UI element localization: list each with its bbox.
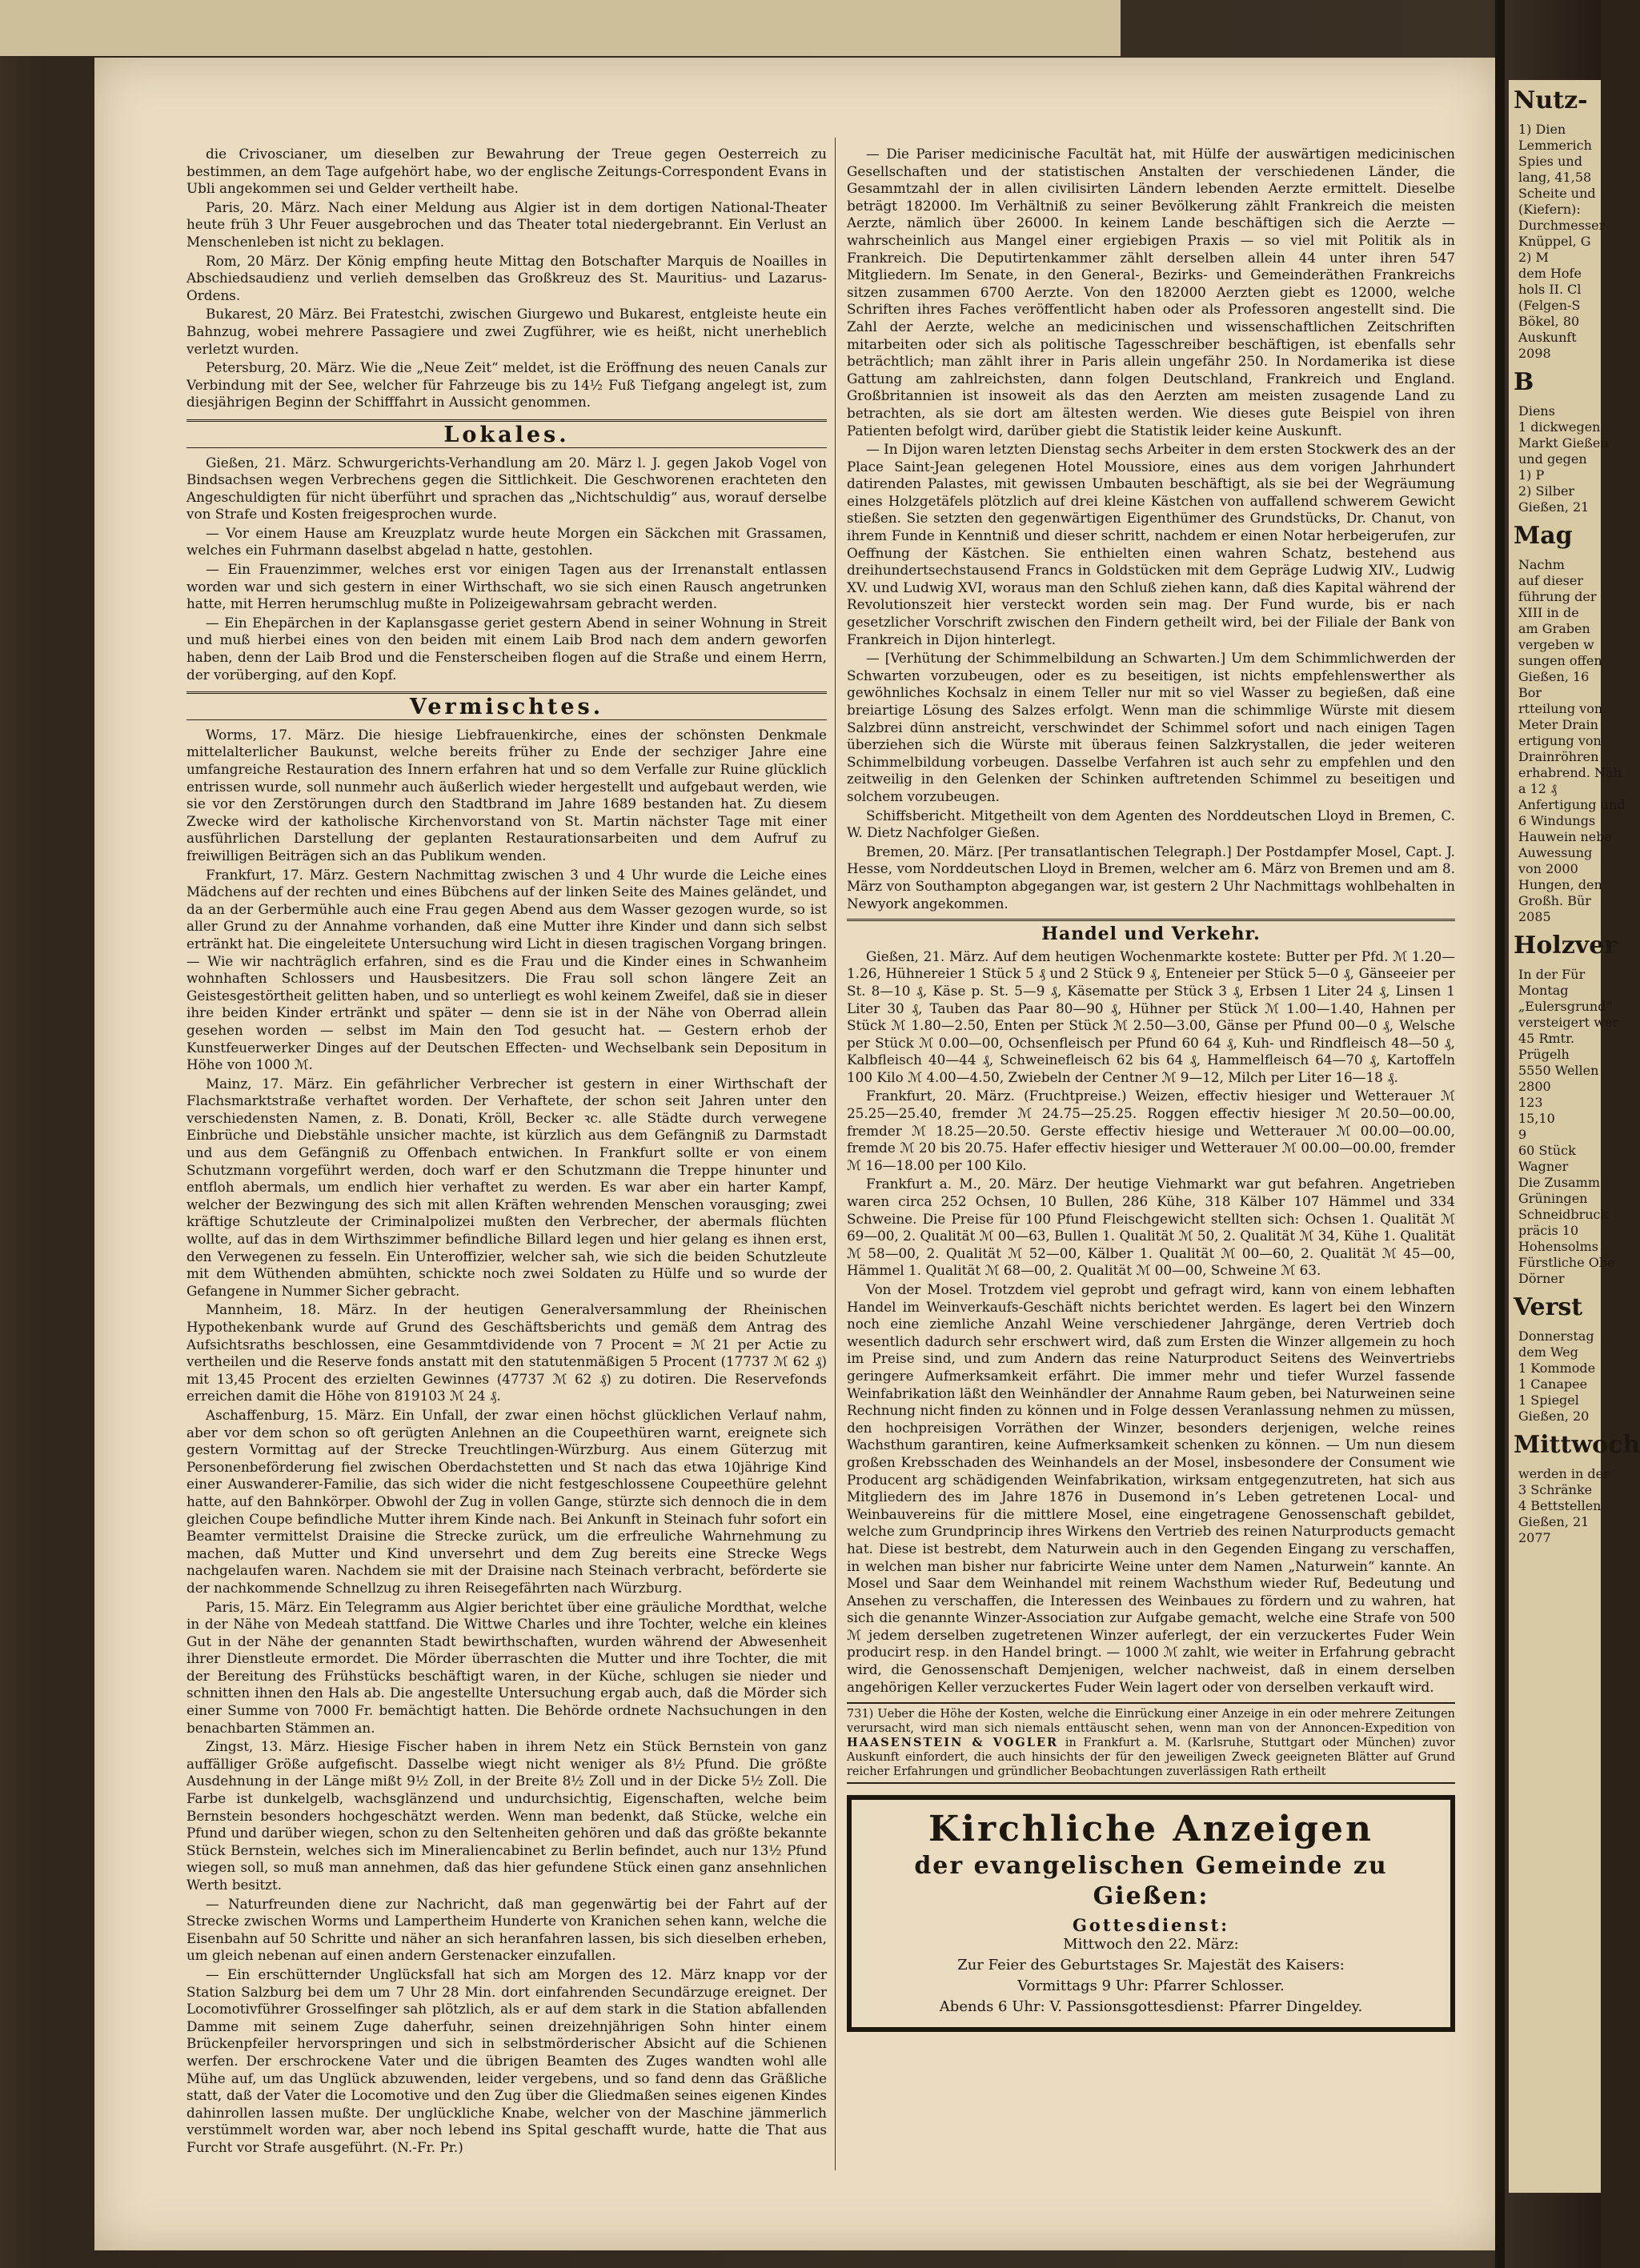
fragment-line: präcis 10 (1518, 1223, 1579, 1238)
article-paragraph: Paris, 15. März. Ein Telegramm aus Algier berichtet über eine gräuliche Mordthat, welche in der Nähe von Medeah stattfand. Die Wittwe Charles und ihre Tochter, welche ein kleines Gut in der Nähe der genannten Stadt bewirthschaften, wurden während der Abwesenheit ihrer Dienstleute ermordet. Die Mörder überraschten die Mutter und ihre Tochter, die mit der Bereitung des Frühstücks beschäftigt waren, in der Küche, schlugen sie nieder und schnitten ihnen den Hals ab. Die angestellte Untersuchung ergab auch, daß die Mörder sich einer Summe von 7000 Fr. bemächtigt hatten. Die Behörde ordnete Nachsuchungen in den benachbarten Stämmen an. (186, 1598, 827, 1736)
fragment-heading: B (1514, 368, 1534, 396)
article-paragraph: Frankfurt, 17. März. Gestern Nachmittag zwischen 3 und 4 Uhr wurde die Leiche eines Mädchens auf der rechten und eines Bübchens auf der linken Seite des Maines geländet, und da an der Gerbermühle auch eine Frau gegen Abend aus dem Wasser gezogen wurde, so ist aller Grund zu der Annahme vorhanden, daß eine Mutter ihre Kinder und dann sich selbst ertränkt hat. Die eingeleitete Untersuchung wird Licht in diesen tragischen Vorgang bringen. — Wie wir nachträglich erfahren, sind es die Frau und die Kinder eines in Schwanheim wohnhaften Schlossers und Hausbesitzers. Die Frau soll schon längere Zeit an Geistesgestörtheit gelitten haben, und so unterliegt es wohl keinem Zweifel, daß sie in dieser ihre beiden Kinder ertränkt und später — denn sie ist in der Nähe von Oberrad allein gesehen worden — selbst im Main den Tod gesucht hat. — Gestern erhob der Kunstfeuerwerker Dinges auf der Deutschen Effecten- und Wechselbank sein Depositum in Höhe von 1000 ℳ. (186, 866, 827, 1073)
article-paragraph: — Ein erschütternder Unglücksfall hat sich am Morgen des 12. März knapp vor der Station Salzburg bei dem um 7 Uhr 28 Min. dort einfahrenden Secundärzuge ereignet. Der Locomotivführer Grosselfinger sah plötzlich, als er auf dem stark in die Station abfallenden Damme mit seinem Zuge daherfuhr, seinen dreizehnjährigen Sohn hinter einem Brückenpfeiler hervorspringen und sich in selbstmörderischer Absicht auf die Schienen werfen. Der erschrockene Vater und die übrigen Beamten des Zuges wandten wohl alle Mühe auf, um das Unglück abzuwenden, leider vergebens, und so fand denn das Gräßliche statt, daß der Vater die Locomotive und den Zug über die Gliedmaßen seines eigenen Kindes dahinrollen lassen mußte. Der unglückliche Knabe, welcher von der Maschine jämmerlich verstümmelt worden war, aber noch lebend ins Spital geschafft wurde, hatte die That aus Furcht vor Strafe ausgeführt. (N.-Fr. Pr.) (186, 1965, 827, 2155)
article-paragraph: Aschaffenburg, 15. März. Ein Unfall, der zwar einen höchst glücklichen Verlauf nahm, aber vor dem schon so oft gerügten Anlehnen an die Coupeethüren warnt, ereignete sich gestern Vormittag auf der Strecke Treuchtlingen-Würzburg. Aus einem Güterzug mit Personenbeförderung fiel zwischen Oberdachstetten und St nach das etwa 10jährige Kind einer Auswanderer-Familie, das sich wider die nicht festgeschlossene Coupeethüre gelehnt hatte, auf den Bahnkörper. Obwohl der Zug in vollen Gange, stürzte sich dennoch die in dem gleichen Coupe befindliche Mutter ihrem Kinde nach. Bei Ankunft in Steinach fuhr sofort ein Beamter vermittelst Draisine die Strecke zurück, um die erfreuliche Wahrnehmung zu machen, daß Mutter und Kind unversehrt und dem Zug bereits eine Strecke Wegs nachgelaufen waren. Nachdem sie mit der Draisine nach Steinach verbracht, beförderte sie der nachkommende Schnellzug zu ihren Reisegefährten nach Würzburg. (186, 1406, 827, 1596)
church-announcements-title: Kirchliche Anzeigen (928, 1809, 1374, 1850)
fragment-line: Fürstliche Obe (1518, 1255, 1615, 1270)
fragment-line: Gießen, 21 (1518, 499, 1590, 515)
newspaper-page (94, 58, 1497, 2250)
article-paragraph: Schiffsbericht. Mitgetheilt von dem Agenten des Norddeutschen Lloyd in Bremen, C. W. Dietz Nachfolger Gießen. (847, 807, 1455, 841)
article-paragraph: Mannheim, 18. März. In der heutigen Generalversammlung der Rheinischen Hypothekenbank wurde auf Grund des Geschäftsberichts und gemäß dem Antrag des Aufsichtsraths beschlossen, eine Gesammtdividende von 7 Procent = ℳ 21 per Actie zu vertheilen und die Reserve fonds anstatt mit den statutenmäßigen 5 Procent (17737 ℳ 62 ₰) mit 13,45 Procent des erzielten Gewinnes (47737 ℳ 62 ₰) zu dotiren. Die Reservefonds erreichen damit die Höhe von 819103 ℳ 24 ₰. (186, 1301, 827, 1404)
fragment-line: 1) Dien (1518, 122, 1566, 137)
fragment-line: Anfertigung und (1518, 797, 1626, 812)
fragment-line: Montag (1518, 983, 1569, 998)
fragment-line: „Eulersgrund“ (1518, 999, 1613, 1014)
fragment-line: Drainröhren (1518, 749, 1599, 764)
fragment-line: (Felgen-S (1518, 298, 1581, 313)
fragment-line: Gießen, 21 (1518, 1514, 1590, 1529)
fragment-line: Grüningen (1518, 1191, 1588, 1206)
service-occasion: Zur Feier des Geburtstages Sr. Majestät des Kaisers: (957, 1956, 1345, 1973)
fragment-line: 2) M (1518, 250, 1549, 265)
article-paragraph: die Crivoscianer, um dieselben zur Bewahrung der Treue gegen Oesterreich zu bestimmen, an dem Tage aufgehört habe, wo der englische Zeitungs-Correspondent Evans in Ubli angekommen sei und Gelder vertheilt habe. (186, 146, 827, 197)
fragment-line: Großh. Bür (1518, 893, 1591, 908)
fragment-line: 6 Windungs (1518, 813, 1596, 828)
fragment-line: 4 Bettstellen (1518, 1498, 1602, 1513)
fragment-line: Knüppel, G (1518, 234, 1591, 249)
fragment-line: 3 Schränke (1518, 1482, 1593, 1497)
fragment-line: 2800 (1518, 1079, 1551, 1094)
fragment-line: (Kiefern): (1518, 202, 1581, 217)
service-heading: Gottesdienst: (1072, 1915, 1230, 1936)
notice-text: 731) Ueber die Höhe der Kosten, welche die Einrückung einer Anzeige in ein oder mehrere Zeitungen verursacht, wird man sich niemals enttäuscht sehen, wenn man von der Annoncen-Expedition von (847, 1708, 1455, 1736)
fragment-line: Wagner (1518, 1159, 1569, 1174)
article-paragraph: Worms, 17. März. Die hiesige Liebfrauenkirche, eines der schönsten Denkmale mittelalterlicher Baukunst, welche bereits früher zu Ende der sechziger Jahre eine umfangreiche Restauration des Innern erfahren hat und so dem Verfalle zur Ruine glücklich entrissen wurde, soll nunmehr auch äußerlich wieder hergestellt und aufgebaut werden, wie sie vor den Zerstörungen durch den Stadtbrand im Jahre 1689 bestanden hat. Zu diesem Zwecke wird der katholische Kirchenvorstand von St. Martin nächster Tage mit einer ausführlichen Darstellung der geplanten Restaurationsarbeiten und dem Aufruf zu freiwilligen Beiträgen sich an das Publikum wenden. (186, 726, 827, 864)
church-announcements-box (847, 1795, 1455, 2032)
fragment-line: führung der (1518, 589, 1597, 604)
fragment-line: hols II. Cl (1518, 282, 1582, 297)
fragment-line: Die Zusamm (1518, 1175, 1601, 1190)
fragment-line: Nachm (1518, 557, 1565, 572)
fragment-line: 1 Spiegel (1518, 1392, 1579, 1408)
article-paragraph: — Ein Ehepärchen in der Kaplansgasse geriet gestern Abend in seiner Wohnung in Streit und muß hierbei eines von den beiden mit einem Laib Brod nach dem andern geworfen haben, denn der Laib Brod und die Fensterscheiben flogen auf die Straße und einem Herrn, der vorüberging, auf den Kopf. (186, 614, 827, 683)
article-paragraph: Bukarest, 20 März. Bei Fratestchi, zwischen Giurgewo und Bukarest, entgleiste heute ein Bahnzug, wobei mehrere Passagiere und zwei Zugführer, wie es heißt, nicht unerheblich verletzt wurden. (186, 306, 827, 357)
section-heading: Vermischtes. (186, 691, 827, 720)
fragment-heading: Verst (1514, 1293, 1583, 1321)
fragment-line: 2085 (1518, 909, 1551, 924)
fragment-line: Auskunft (1518, 330, 1577, 345)
right-column (847, 146, 1455, 2032)
fragment-line: Schneidbruck (1518, 1207, 1609, 1222)
fragment-line: Donnerstag (1518, 1328, 1594, 1344)
article-paragraph: Paris, 20. März. Nach einer Meldung aus Algier ist in dem dortigen National-Theater heute früh 3 Uhr Feuer ausgebrochen und das Theater total niedergebrannt. Ein Verlust an Menschenleben ist nicht zu beklagen. (186, 198, 827, 250)
fragment-line: erhabrend. Näh (1518, 765, 1622, 780)
fragment-line: a 12 ₰ (1518, 781, 1558, 796)
fragment-line: 2098 (1518, 346, 1551, 361)
fragment-line: 15,10 (1518, 1111, 1555, 1126)
article-paragraph: Petersburg, 20. März. Wie die „Neue Zeit“ meldet, ist die Eröffnung des neuen Canals zur Verbindung mit der See, welcher für Fahrzeuge bis zu 14½ Fuß Tiefgang angelegt ist, zum diesjährigen Beginn der Schifffahrt in Aussicht genommen. (186, 359, 827, 411)
fragment-line: 5550 Wellen (1518, 1063, 1599, 1078)
left-column (186, 146, 827, 2158)
fragment-line: Scheite und (1518, 186, 1596, 201)
fragment-line: Bökel, 80 (1518, 314, 1580, 329)
fragment-line: Diens (1518, 403, 1555, 419)
fragment-line: 2077 (1518, 1530, 1551, 1545)
fragment-line: rtteilung von (1518, 701, 1603, 716)
fragment-line: lang, 41,58 (1518, 170, 1592, 185)
fragment-line: 1 Kommode (1518, 1360, 1596, 1376)
article-paragraph: Zingst, 13. März. Hiesige Fischer haben in ihrem Netz ein Stück Bernstein von ganz auffälliger Größe aufgefischt. Dasselbe wiegt nicht weniger als 8½ Pfund. Die größte Ausdehnung in der Länge mißt 9½ Zoll, in der Breite 8½ Zoll und in der Dicke 5½ Zoll. Die Farbe ist dunkelgelb, wachsglänzend und undurchsichtig, Eigenschaften, welche beim Bernstein besonders hochgeschätzt werden. Wenn man bedenkt, daß Stücke, welche ein Pfund und darüber wiegen, schon zu den Seltenheiten gehören und daß das größte bekannte Stück Bernstein, welches sich im Mineraliencabinet zu Berlin befindet, auch nur 13½ Pfund wiegen soll, so muß man annehmen, daß das hier gefundene Stück einen ganz ansehnlichen Werth besitzt. (186, 1738, 827, 1893)
section-heading: Lokales. (186, 419, 827, 448)
fragment-line: sungen offen (1518, 653, 1602, 668)
article-paragraph: Mainz, 17. März. Ein gefährlicher Verbrecher ist gestern in einer Wirthschaft der Flachsmarktstraße verhaftet worden. Der Verhaftete, der schon seit Jahren unter den verschiedensten Namen, z. B. Donati, Kröll, Becker ꝛc. alle Städte durch verwegene Einbrüche und Diebstähle unsicher machte, ist kürzlich aus dem Gefängniß zu Darmstadt und aus dem Gefängniß zu Offenbach entwichen. In Frankfurt sollte er von einem Schutzmann vorgeführt werden, doch warf er den Schutzmann die Treppe hinunter und entfloh abermals, um endlich hier verhaftet zu werden. Es war aber ein harter Kampf, welcher der Bezwingung des sich mit allen Kräften wehrenden Menschen vorausging; zwei kräftige Schutzleute der Criminalpolizei mußten den Verbrecher, der abermals flüchten wollte, auf das in dem Wirthszimmer befindliche Billard legen und hier gelang es ihnen erst, den Verwegenen zu fesseln. Ein Unteroffizier, welcher sah, wie sich die beiden Schutzleute mit dem Wüthenden abmühten, schickte noch zwei Soldaten zu Hülfe und so wurde der Gefangene in Nummer Sicher gebracht. (186, 1075, 827, 1299)
column-divider (835, 138, 836, 2170)
article-paragraph: Rom, 20 März. Der König empfing heute Mittag den Botschafter Marquis de Noailles in Abschiedsaudienz und verlieh demselben das Großkreuz des St. Mauritius- und Lazarus-Ordens. (186, 252, 827, 303)
article-paragraph: — Die Pariser medicinische Facultät hat, mit Hülfe der auswärtigen medicinischen Gesellschaften und der statistischen Anstalten der verschiedenen Länder, die Gesammtzahl der in allen civilisirten Ländern lebenden Aerzte ermittelt. Dieselbe beträgt 182000. Im Verhältniß zu seiner Bevölkerung zählt Frankreich die meisten Aerzte, nämlich über 26000. In keinem Lande beschäftigen sich die Aerzte — wahrscheinlich aus Mangel einer ergiebigen Praxis — so viel mit Politik als in Frankreich. Die Deputirtenkammer zählt derselben allein 44 unter ihren 547 Mitgliedern. Im Senate, in den General-, Bezirks- und Gemeinderäthen Frankreichs sitzen zusammen 6700 Aerzte. Von den 182000 Aerzten giebt es 12000, welche Schriften ihres Faches veröffentlicht haben oder als Professoren angestellt sind. Die Zahl der Aerzte, welche an medicinischen und wissenschaftlichen Zeitschriften mitarbeiten oder sich als politische Tagesschreiber beschäftigen, ist ebenfalls sehr beträchtlich; man zählt ihrer in Paris allein ungefähr 250. In Nordamerika ist diese Gattung am zahlreichsten, dann folgen Deutschland, Frankreich und England. Großbritannien ist insoweit als das den Aerzten am meisten zusagende Land zu betrachten, als sie dort am ältesten werden. Wie dieses gute Beispiel von ihren Patienten befolgt wird, darüber giebt die Statistik leider keine Auskunft. (847, 146, 1455, 439)
fragment-line: 9 (1518, 1127, 1527, 1142)
service-day: Mittwoch den 22. März: (1063, 1935, 1239, 1953)
fragment-line: In der Für (1518, 967, 1586, 982)
fragment-line: Hohensolms (1518, 1239, 1599, 1254)
fragment-line: vergeben w (1518, 637, 1594, 652)
article-paragraph: — In Dijon waren letzten Dienstag sechs Arbeiter in dem ersten Stockwerk des an der Place Saint-Jean gelegenen Hotel Moussiore, eines aus dem vorigen Jahrhundert datirenden Palastes, mit gewissen Umbauten beschäftigt, als sie bei der Wegräumung eines Holzgetäfels plötzlich auf drei kleine Kästchen von auffallend schwerem Gewicht stießen. Sie setzten den gegenwärtigen Eigenthümer des Grundstücks, Dr. Chanut, von ihrem Funde in Kenntniß und dieser schritt, nachdem er einen Notar herbeigerufen, zur Oeffnung der Kästchen. Sie enthielten einen wahren Schatz, bestehend aus dreihundertsechstausend Francs in Goldstücken mit dem Gepräge Ludwig XIV., Ludwig XV. und Ludwig XVI, woraus man den Schluß ziehen kann, daß dies Kapital während der Revolutionszeit hier versteckt worden sein mag. Der Fund wurde, bis er nach gesetzlicher Vorschrift zwischen den Findern getheilt wird, bei der Filiale der Bank von Frankreich in Dijon hinterlegt. (847, 441, 1455, 647)
fragment-line: Hauwein nebe (1518, 829, 1612, 844)
fragment-heading: Mag (1514, 522, 1573, 550)
fragment-line: 1 dickwegen (1518, 419, 1601, 435)
fragment-line: dem Hofe (1518, 266, 1582, 281)
right-column-articles (847, 146, 1455, 1696)
fragment-line: Lemmerich (1518, 138, 1592, 153)
fragment-line: Markt Gießen (1518, 435, 1609, 451)
next-page-fragment (1509, 80, 1640, 2193)
fragment-line: Hungen, den (1518, 877, 1602, 892)
notice-firm: HAASENSTEIN & VOGLER (847, 1736, 1059, 1750)
fragment-line: Durchmesser (1518, 218, 1606, 233)
subsection-heading: Handel und Verkehr. (847, 919, 1455, 944)
article-paragraph: Frankfurt a. M., 20. März. Der heutige Viehmarkt war gut befahren. Angetrieben waren circa 252 Ochsen, 10 Bullen, 286 Kühe, 318 Kälber 107 Hämmel und 334 Schweine. Die Preise für 100 Pfund Fleischgewicht stellten sich: Ochsen 1. Qualität ℳ 69—00, 2. Qualität ℳ 00—63, Bullen 1. Qualität ℳ 50, 2. Qualität ℳ 34, Kühe 1. Qualität ℳ 58—00, 2. Qualität ℳ 52—00, Kälber 1. Qualität ℳ 00—60, 2. Qualität ℳ 45—00, Hämmel 1. Qualität ℳ 68—00, 2. Qualität ℳ 00—00, Schweine ℳ 63. (847, 1176, 1455, 1279)
service-evening: Abends 6 Uhr: V. Passionsgottesdienst: Pfarrer Dingeldey. (939, 1998, 1363, 2015)
article-paragraph: — [Verhütung der Schimmelbildung an Schwarten.] Um dem Schimmlichwerden der Schwarten vorzubeugen, oder es zu beseitigen, ist nichts empfehlenswerther als gewöhnliches Kochsalz in einem Teller nur mit so viel Wasser zu begießen, daß eine breiartige Lösung des Salzes erfolgt. Wenn man die schimmlige Würste mit diesem Salzbrei dünn anstreicht, verschwindet der Schimmel sofort und nach einigen Tagen überziehen sich die Würste mit überaus feinen Salzkrystallen, die jeder weiteren Schimmelbildung vorbeugen. Dasselbe Verfahren ist auch sehr zu empfehlen und den zeitweilig in den Gelenken der Schinken auftretenden Schimmel zu beseitigen und solchem vorzubeugen. (847, 650, 1455, 804)
article-paragraph: — Naturfreunden diene zur Nachricht, daß man gegenwärtig bei der Fahrt auf der Strecke zwischen Worms und Lampertheim Hunderte von Kranichen sehen kann, welche die Eisenbahn auf 50 Schritte und näher an sich heranfahren lassen, bis sich dieselben erheben, um gleich nebenan auf einen andern Gerstenacker einzufallen. (186, 1895, 827, 1964)
fragment-line: Auwessung (1518, 845, 1593, 860)
fragment-line: Gießen, 16 (1518, 669, 1590, 684)
previous-page-edge (0, 0, 1121, 56)
fragment-line: und gegen (1518, 451, 1587, 467)
fragment-heading: Mittwoch (1514, 1431, 1640, 1459)
article-paragraph: Gießen, 21. März. Auf dem heutigen Wochenmarkte kostete: Butter per Pfd. ℳ 1.20—1.26, Hühnereier 1 Stück 5 ₰ und 2 Stück 9 ₰, Enteneier per Stück 5—0 ₰, Gänseeier per St. 8—10 ₰, Käse p. St. 5—9 ₰, Käsematte per Stück 3 ₰, Erbsen 1 Liter 24 ₰, Linsen 1 Liter 30 ₰, Tauben das Paar 80—90 ₰, Hühner per Stück ℳ 1.00—1.40, Hahnen per Stück ℳ 1.80—2.50, Enten per Stück ℳ 2.50—3.00, Gänse per Pfund 00—0 ₰, Welsche per Stück ℳ 0.00—00, Ochsenfleisch per Pfund 60 64 ₰, Kuh- und Rindfleisch 48—50 ₰, Kalbfleisch 40—44 ₰, Schweinefleisch 62 bis 64 ₰, Hammelfleisch 64—70 ₰, Kartoffeln 100 Kilo ℳ 4.00—4.50, Zwiebeln der Centner ℳ 9—12, Milch per Liter 16—18 ₰. (847, 948, 1455, 1085)
fragment-line: von 2000 (1518, 861, 1578, 876)
fragment-line: 45 Rmtr. (1518, 1031, 1575, 1046)
fragment-line: ertigung von (1518, 733, 1602, 748)
fragment-line: dem Weg (1518, 1344, 1578, 1360)
fragment-line: 1) P (1518, 467, 1545, 483)
fragment-line: werden in der (1518, 1466, 1610, 1481)
fragment-line: Bor (1518, 685, 1542, 700)
fragment-line: 1 Canapee (1518, 1376, 1588, 1392)
fragment-line: Dörner (1518, 1271, 1565, 1286)
article-paragraph: Von der Mosel. Trotzdem viel geprobt und gefragt wird, kann von einem lebhaften Handel im Weinverkaufs-Geschäft nichts berichtet werden. Es lagert bei den Winzern noch eine ziemliche Anzahl Weine verschiedener Jahrgänge, deren Vertrieb doch wesentlich dadurch sehr erschwert wird, daß zum Ersten die Winzer allgemein zu hoch im Preise sind, und zum Andern das reine Naturproduct Seitens des Weinvertriebs geringere Aufmerksamkeit erfährt. Die immer mehr und tiefer Wurzel fassende Weinfabrikation läßt den Weinhändler der Annahme Raum geben, bei Naturweinen seine Rechnung nicht finden zu können und in Folge dessen Veranlassung nehmen zu müssen, den hochpreisigen Vorräthen der Winzer, besonders derjenigen, welche reines Wachsthum garantiren, keine Aufmerksamkeit schenken zu können. — Um nun diesem großen Krebsschaden des Weinhandels an der Mosel, insbesondere der Consument wie Producent arg schädigenden Weinfabrikation, wirksam entgegenzutreten, hat sich aus Mitgliedern des im Jahre 1876 in Dusemond in’s Leben getretenen Local- und Weinbauvereins für die mittlere Mosel, eine eingetragene Genossenschaft gebildet, welche zum Grundprincip ihres Wirkens den Vertrieb des reinen Naturproducts gemacht hat. Diese ist bestrebt, dem Naturwein auch in den Gegenden Eingang zu verschaffen, in welchen man bisher nur fabricirte Weine unter dem Namen „Naturwein“ kannte. An Mosel und Saar dem Weinhandel mit reinem Wachsthum wieder Ruf, Bedeutung und Ansehen zu verschaffen, die Interessen des Weinbaues zu fördern und zu wahren, hat sich die genannte Winzer-Association zur Aufgabe gemacht, welche eine Strafe von 500 ℳ jedem derselben zugetretenen Winzer auferlegt, der ein verzuckertes Fuder Wein producirt resp. in den Handel bringt. — 1000 ℳ zahlt, wie weiter in Erfahrung gebracht wird, die Genossenschaft Demjenigen, welcher nachweist, daß in einem derselben angehörigen Keller verzuckertes Fuder Wein lagert oder von derselben verkauft wird. (847, 1281, 1455, 1695)
article-paragraph: — Ein Frauenzimmer, welches erst vor einigen Tagen aus der Irrenanstalt entlassen worden war und sich gestern in einer Wirthschaft, wo sie sich einen Rausch angetrunken hatte, mit Herren herumschlug mußte in Polizeigewahrsam gebracht werden. (186, 561, 827, 612)
fragment-line: 60 Stück (1518, 1143, 1576, 1158)
article-paragraph: Bremen, 20. März. [Per transatlantischen Telegraph.] Der Postdampfer Mosel, Capt. J. Hesse, vom Norddeutschen Lloyd in Bremen, welcher am 6. März von Bremen und am 8. März von Southampton abgegangen war, ist gestern 2 Uhr Nachmittags wohlbehalten in Newyork angekommen. (847, 843, 1455, 912)
fragment-line: versteigert wer (1518, 1015, 1619, 1030)
fragment-heading: Nutz- (1514, 86, 1588, 114)
fragment-line: 2) Silber (1518, 483, 1575, 499)
article-paragraph: — Vor einem Hause am Kreuzplatz wurde heute Morgen ein Säckchen mit Grassamen, welches ein Fuhrmann daselbst abgelad n hatte, gestohlen. (186, 524, 827, 559)
fragment-line: XIII in de (1518, 605, 1579, 620)
fragment-line: am Graben (1518, 621, 1590, 636)
page-binding-shadow (1495, 0, 1505, 2268)
fragment-line: Prügelh (1518, 1047, 1570, 1062)
fragment-line: Spies und (1518, 154, 1582, 169)
fragment-heading: Holzver (1514, 932, 1618, 960)
fragment-line: auf dieser (1518, 573, 1584, 588)
notice-text-2: in Frankfurt a. M. (Karlsruhe, Stuttgart oder München) zuvor Auskunft einfordert, die auch hinsichts der für den jeweiligen Zweck geeigneten Blätter auf Grund reicher Erfahrungen und gründlicher Beobachtungen zuverlässigen Rath ertheilt (847, 1737, 1455, 1779)
church-announcements-subtitle: der evangelischen Gemeinde zu Gießen: (914, 1852, 1388, 1911)
service-morning: Vormittags 9 Uhr: Pfarrer Schlosser. (1017, 1977, 1285, 1994)
fragment-line: 123 (1518, 1095, 1543, 1110)
fragment-line: Meter Drain (1518, 717, 1598, 732)
article-paragraph: Frankfurt, 20. März. (Fruchtpreise.) Weizen, effectiv hiesiger und Wetterauer ℳ 25.25—25.40, fremder ℳ 24.75—25.25. Roggen effectiv hiesiger ℳ 20.50—00.00, fremder ℳ 18.25—20.50. Gerste effectiv hiesige und Wetterauer ℳ 00.00—00.00, fremde ℳ 20 bis 20.75. Hafer effectiv hiesiger und Wetterauer ℳ 00.00—00.00, fremder ℳ 16—18.00 per 100 Kilo. (847, 1088, 1455, 1173)
fragment-line: Gießen, 20 (1518, 1408, 1590, 1424)
advertisement-notice (847, 1702, 1455, 1784)
article-paragraph: Gießen, 21. März. Schwurgerichts-Verhandlung am 20. März l. J. gegen Jakob Vogel von Bindsachsen wegen Verbrechens gegen die Sittlichkeit. Die Geschworenen erachteten den Angeschuldigten für nicht überführt und sprachen das „Nichtschuldig“ aus, worauf derselbe von Strafe und Kosten freigesprochen wurde. (186, 454, 827, 523)
